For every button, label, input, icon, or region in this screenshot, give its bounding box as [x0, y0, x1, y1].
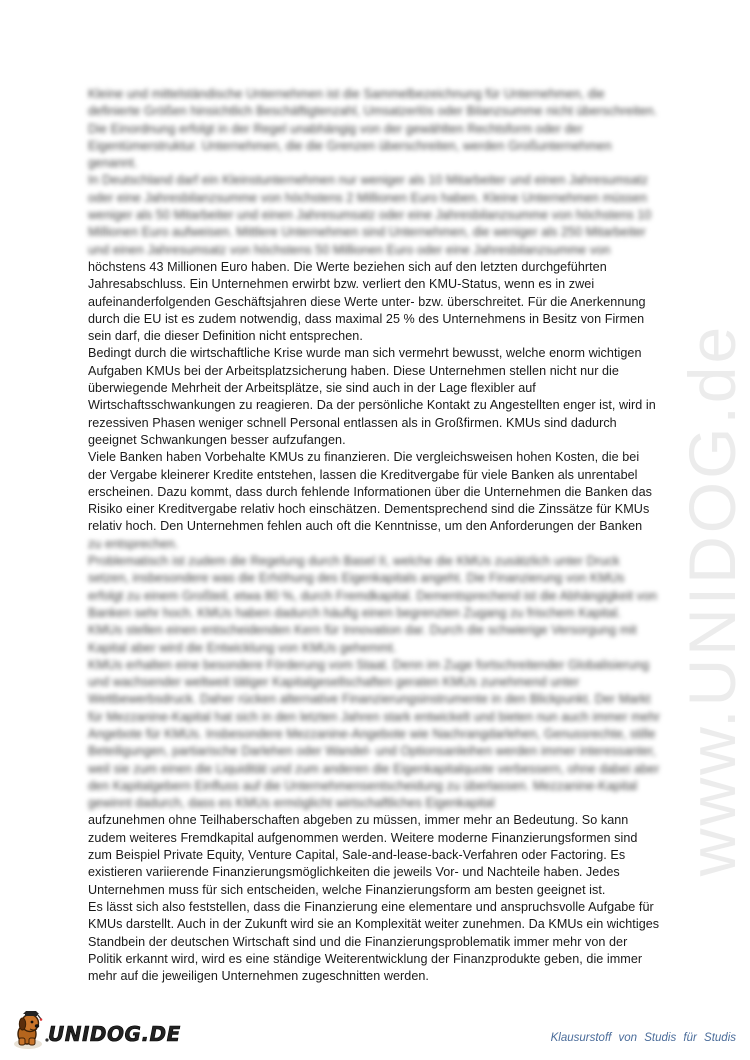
paragraph-6: zu entsprechen.: [88, 536, 179, 551]
paragraph-7: Problematisch ist zudem die Regelung durch Basel II, welche die KMUs zusätzlich unter Druck setzen, insbesondere was die Erhöhung des Eigenkapitals angeht. Die Finanzierung von KMUs erfolgt zu einem Großteil, etwa 80 %, durch Fremdkapital. Dementsprechend ist die Abhängigkeit von Banken sehr hoch. KMUs haben dadurch häufig einen begrenzten Zugang zu frischem Kapital.: [88, 554, 658, 620]
paragraph-3: höchstens 43 Millionen Euro haben. Die Werte beziehen sich auf den letzten durchgeführten Jahresabschluss. Ein Unternehmen erwirbt bzw. verliert den KMU-Status, wenn es in zwei aufeinanderfolgenden Geschäftsjahren diese Werte unter- bzw. überschreitet. Für die Anerkennung durch die EU ist es zudem notwendig, dass maximal 25 % des Unternehmens in Besitz von Firmen sein darf, die dieser Definition nicht entsprechen.: [88, 259, 646, 344]
watermark: www.UNIDOG.de: [675, 323, 749, 877]
footer-tagline: Klausurstoff von Studis für Studis: [550, 1032, 736, 1044]
paragraph-5: Viele Banken haben Vorbehalte KMUs zu finanzieren. Die vergleichsweisen hohen Kosten, die bei der Vergabe kleinerer Kredite entstehen, lassen die Kreditvergabe für viele Banken als unrentabel erscheinen. Dazu kommt, dass durch fehlende Informationen über die Unternehmen die Banken das Risiko einer Kreditvergabe relativ hoch einschätzen. Dementsprechend sind die Zinssätze für KMUs relativ hoch. Den Unternehmen fehlen auch oft die Kenntnisse, um den Anforderungen der Banken: [88, 450, 653, 534]
paragraph-2: In Deutschland darf ein Kleinstunternehmen nur weniger als 10 Mitarbeiter und einen Jahresumsatz oder eine Jahresbilanzsumme von höchstens 2 Millionen Euro haben. Kleine Unternehmen müssen weniger als 50 Mitarbeiter und einen Jahresumsatz oder eine Jahresbilanzsumme von höchstens 10 Millionen Euro aufweisen. Mittlere Unternehmen sind Unternehmen, die weniger als 250 Mitarbeiter und einen Jahresumsatz von höchstens 50 Millionen Euro oder eine Jahresbilanzsumme von: [88, 173, 652, 257]
body-text: [88, 86, 660, 985]
paragraph-11: Es lässt sich also feststellen, dass die Finanzierung eine elementare und anspruchsvolle Aufgabe für KMUs darstellt. Auch in der Zukunft wird sie an Komplexität weiter zunehmen. Da KMUs ein wichtiges Standbein der deutschen Wirtschaft sind und die Finanzierungsproblematik immer mehr von der Politik erkannt wird, wird es eine ständige Weiterentwicklung der Finanzprodukte geben, die immer mehr auf die jeweiligen Unternehmen zugeschnitten werden.: [88, 899, 660, 984]
paragraph-1: Kleine und mittelständische Unternehmen ist die Sammelbezeichnung für Unternehmen, die definierte Größen hinsichtlich Beschäftigtenzahl, Umsatzerlös oder Bilanzsumme nicht überschreiten. Die Einordnung erfolgt in der Regel unabhängig von der gewählten Rechtsform oder der Eigentümerstruktur. Unternehmen, die die Grenzen überschreiten, werden Großunternehmen genannt.: [88, 87, 658, 171]
unidog-logo: [10, 1008, 181, 1052]
logo-wordmark: UNIDOG.DE: [48, 1022, 181, 1046]
paragraph-10: aufzunehmen ohne Teilhaberschaften abgeben zu müssen, immer mehr an Bedeutung. So kann zudem weiteres Fremdkapital aufgenommen werden. Weitere moderne Finanzierungsformen sind zum Beispiel Private Equity, Venture Capital, Sale-and-lease-back-Verfahren oder Factoring. Es existieren variierende Finanzierungsmöglichkeiten die jeweils Vor- und Nachteile haben. Jedes Unternehmen muss für sich entscheiden, welche Finanzierungsform am besten geeignet ist.: [88, 813, 638, 897]
paragraph-8: KMUs stellen einen entscheidenden Kern für Innovation dar. Durch die schwierige Versorgung mit Kapital aber wird die Entwicklung von KMUs gehemmt.: [88, 623, 637, 655]
paragraph-4: Bedingt durch die wirtschaftliche Krise wurde man sich vermehrt bewusst, welche enorm wichtigen Aufgaben KMUs bei der Arbeitsplatzsicherung haben. Diese Unternehmen stellen nicht nur die überwiegende Mehrheit der Arbeitsplätze, sie sind auch in der Lage flexibler auf Wirtschaftsschwankungen zu reagieren. Da der persönliche Kontakt zu Angestellten enger ist, wird in rezessiven Phasen weniger schnell Personal entlassen als in Großfirmen. KMUs sind dadurch geeignet Schwankungen besser aufzufangen.: [88, 346, 656, 447]
paragraph-9: KMUs erhalten eine besondere Förderung vom Staat. Denn im Zuge fortschreitender Globalisierung und wachsender weltweit tätiger Kapitalgesellschaften geraten KMUs zunehmend unter Wettbewerbsdruck. Daher rücken alternative Finanzierungsinstrumente in den Blickpunkt. Der Markt für Mezzanine-Kapital hat sich in den letzten Jahren stark entwickelt und bieten nun auch immer mehr Angebote für KMUs. Insbesondere Mezzanine-Angebote wie Nachrangdarlehen, Genussrechte, stille Beteiligungen, partiarische Darlehen oder Wandel- und Optionsanleihen werden immer interessanter, weil sie zum einen die Liquidität und zum anderen die Eigenkapitalquote verbessern, ohne dabei aber den Kapitalgebern Einfluss auf die Unternehmensentscheidung zu überlassen. Mezzanine-Kapital gewinnt dadurch, dass es KMUs ermöglicht wirtschaftliches Eigenkapital: [88, 657, 661, 811]
